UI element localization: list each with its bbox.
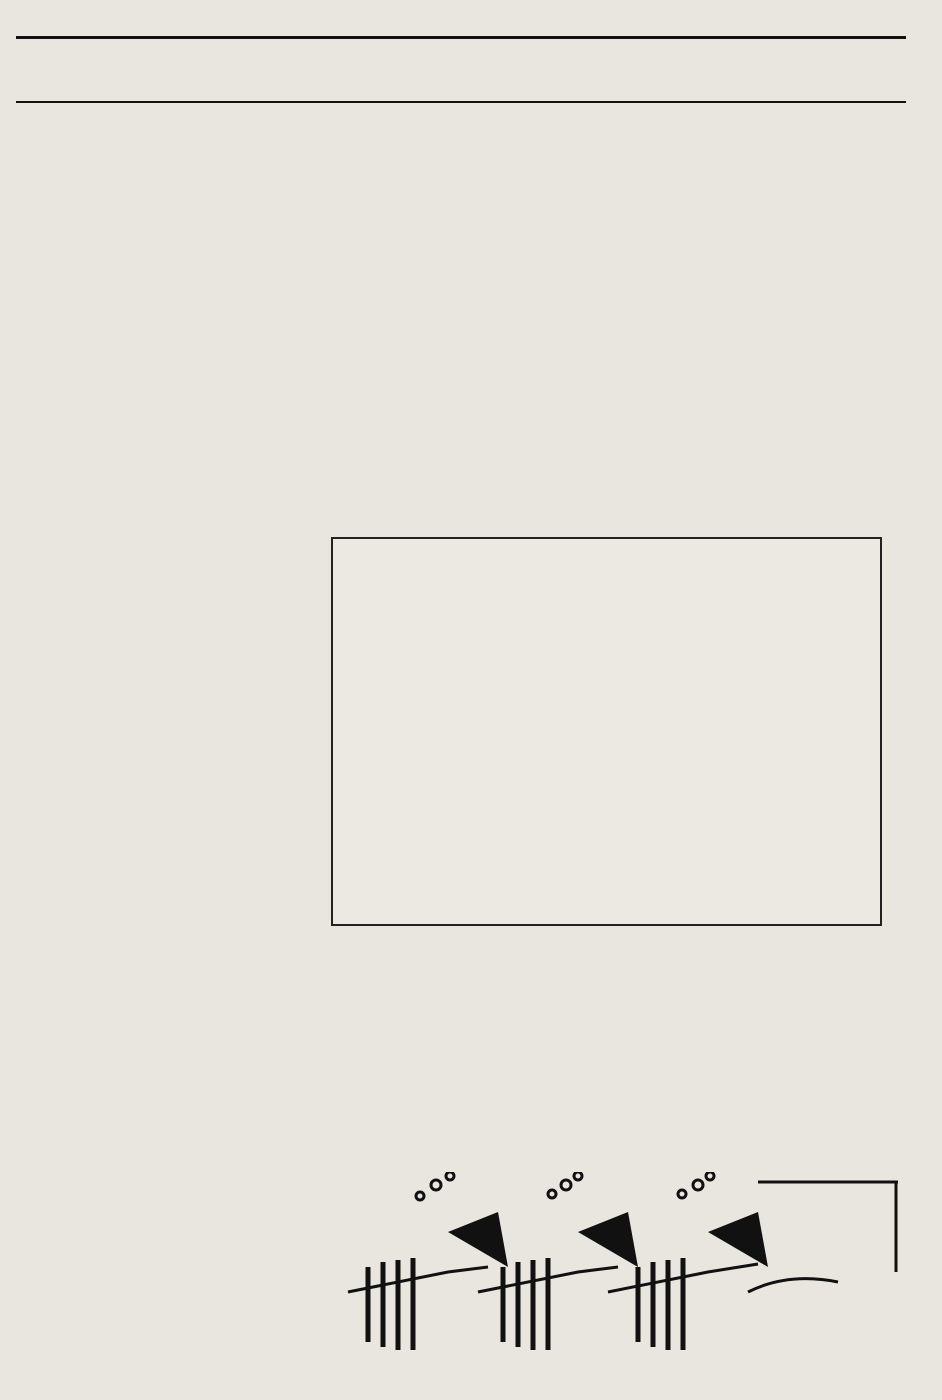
header-rule-bottom — [16, 101, 906, 103]
header-rule-top — [16, 36, 906, 39]
chart-svg — [333, 539, 880, 924]
chart-air-pollution-sources — [331, 537, 882, 926]
fish-skeletons-illustration — [338, 1172, 898, 1372]
